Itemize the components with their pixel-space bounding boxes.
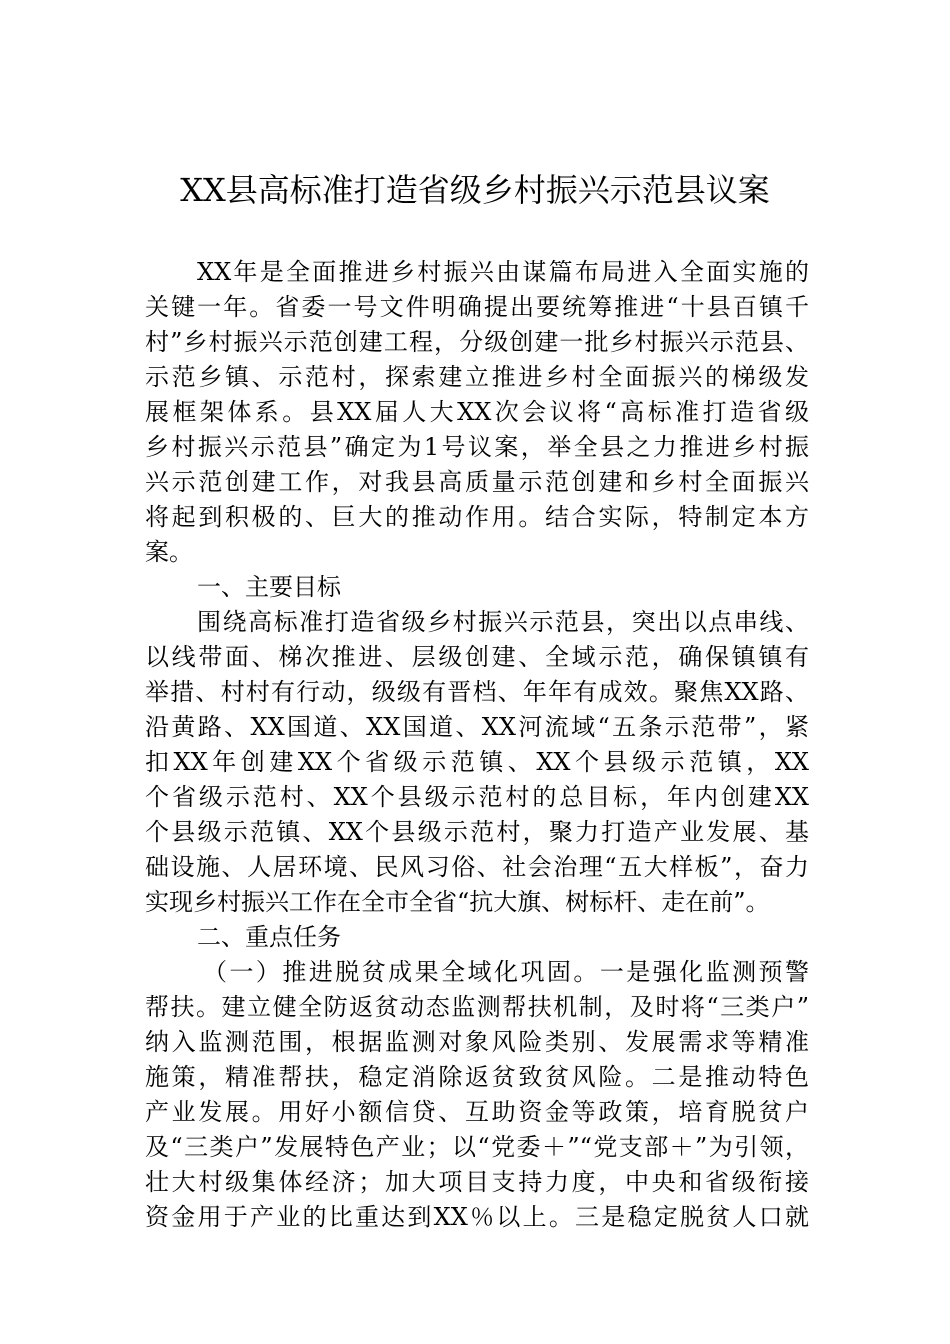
paragraph-line: 关键一年。省委一号文件明确提出要统筹推进“十县百镇千 — [145, 293, 809, 321]
paragraph-line: 案。 — [145, 538, 193, 566]
paragraph-line: 将起到积极的、巨大的推动作用。结合实际，特制定本方 — [145, 503, 809, 531]
paragraph-line: 乡村振兴示范县”确定为1号议案，举全县之力推进乡村振 — [145, 433, 809, 461]
paragraph-line: 示范乡镇、示范村，探索建立推进乡村全面振兴的梯级发 — [145, 363, 809, 391]
document-body — [145, 255, 809, 1235]
paragraph-line: 村”乡村振兴示范创建工程，分级创建一批乡村振兴示范县、 — [145, 328, 809, 356]
paragraph-line: XX年是全面推进乡村振兴由谋篇布局进入全面实施的 — [197, 258, 809, 286]
paragraph-line: 础设施、人居环境、民风习俗、社会治理“五大样板”，奋力 — [145, 853, 809, 881]
document-title: XX县高标准打造省级乡村振兴示范县议案 — [180, 171, 770, 209]
paragraph-line: 个县级示范镇、XX个县级示范村，聚力打造产业发展、基 — [145, 818, 809, 846]
paragraph-line: 及“三类户”发展特色产业；以“党委＋”“党支部＋”为引领， — [145, 1133, 809, 1161]
paragraph-line: 沿黄路、XX国道、XX国道、XX河流域“五条示范带”，紧 — [145, 713, 809, 741]
paragraph-line: 展框架体系。县XX届人大XX次会议将“高标准打造省级 — [145, 398, 809, 426]
paragraph-line: （一）推进脱贫成果全域化巩固。一是强化监测预警 — [203, 958, 809, 986]
paragraph-line: 扣XX年创建XX个省级示范镇、XX个县级示范镇，XX — [145, 748, 809, 776]
paragraph-line: 个省级示范村、XX个县级示范村的总目标，年内创建XX — [145, 783, 809, 811]
paragraph-line: 壮大村级集体经济；加大项目支持力度，中央和省级衔接 — [145, 1168, 809, 1196]
paragraph-line: 举措、村村有行动，级级有晋档、年年有成效。聚焦XX路、 — [145, 678, 809, 706]
paragraph-line: 以线带面、梯次推进、层级创建、全域示范，确保镇镇有 — [145, 643, 809, 671]
paragraph-line: 施策，精准帮扶，稳定消除返贫致贫风险。二是推动特色 — [145, 1063, 809, 1091]
paragraph-line: 纳入监测范围，根据监测对象风险类别、发展需求等精准 — [145, 1028, 809, 1056]
paragraph-line: 产业发展。用好小额信贷、互助资金等政策，培育脱贫户 — [145, 1098, 809, 1126]
paragraph-line: 资金用于产业的比重达到XX％以上。三是稳定脱贫人口就 — [145, 1203, 809, 1231]
section-heading: 二、重点任务 — [197, 923, 341, 951]
paragraph-line: 实现乡村振兴工作在全市全省“抗大旗、树标杆、走在前”。 — [145, 888, 770, 916]
paragraph-line: 兴示范创建工作，对我县高质量示范创建和乡村全面振兴 — [145, 468, 809, 496]
section-heading: 一、主要目标 — [197, 573, 341, 601]
paragraph-line: 围绕高标准打造省级乡村振兴示范县，突出以点串线、 — [197, 608, 809, 636]
paragraph-line: 帮扶。建立健全防返贫动态监测帮扶机制，及时将“三类户” — [145, 993, 809, 1021]
